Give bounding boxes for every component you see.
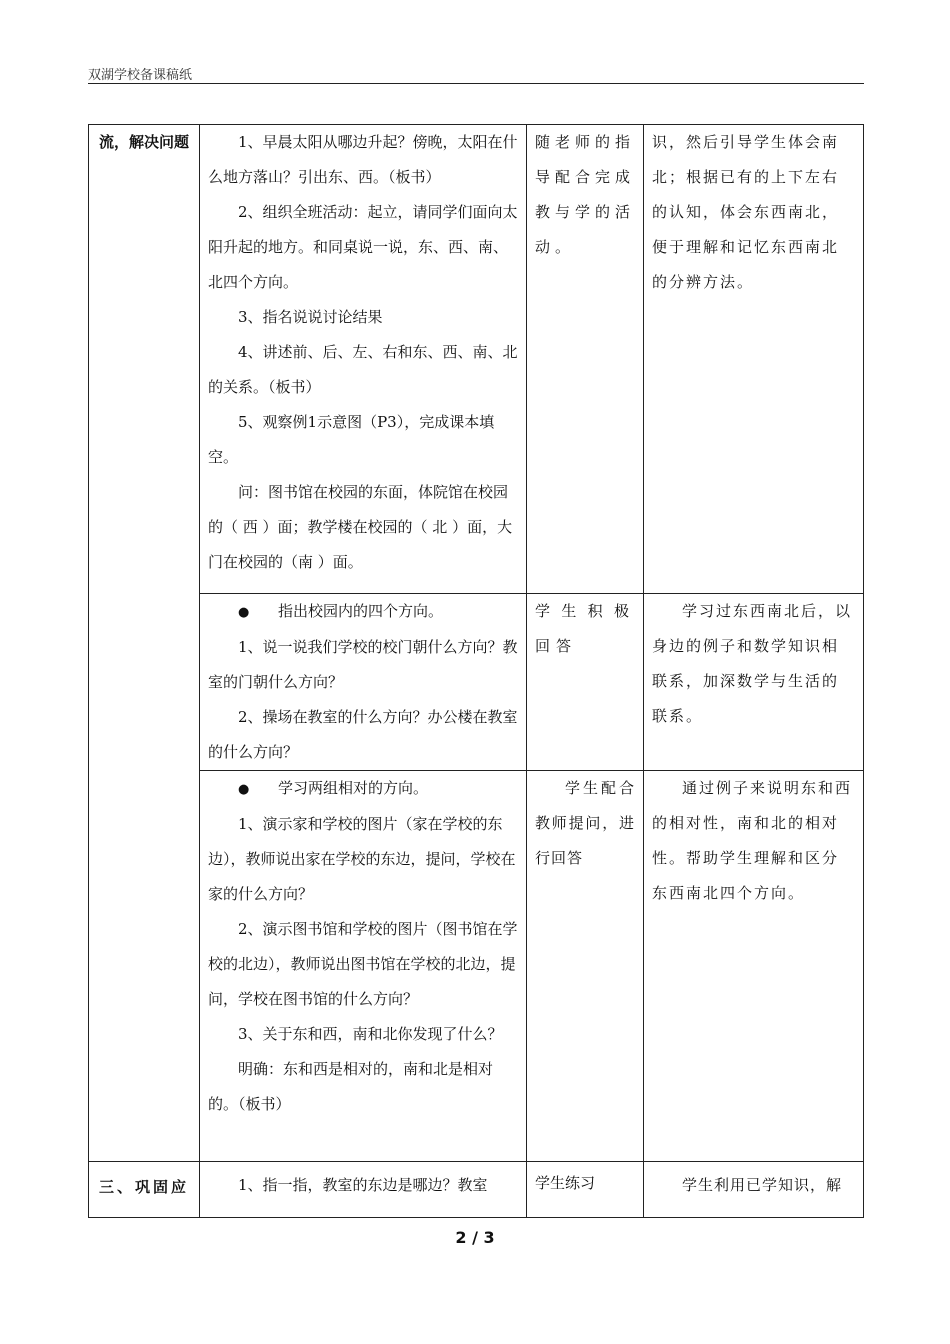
teaching-cell xyxy=(200,771,527,1162)
table-row xyxy=(89,1162,864,1218)
teaching-paragraph: 1、指一指，教室的东边是哪边？教室 xyxy=(238,1176,488,1194)
teaching-paragraph: 5、观察例1示意图（P3），完成课本填空。 xyxy=(208,413,495,466)
student-activity-cell: 学生练习 xyxy=(527,1162,644,1218)
student-activity-cell xyxy=(527,771,644,1162)
teaching-cell xyxy=(200,594,527,771)
design-intent-cell xyxy=(644,594,864,771)
teaching-paragraph: 2、组织全班活动：起立，请同学们面向太阳升起的地方。和同桌说一说，东、西、南、北四个方向。 xyxy=(208,203,518,291)
design-intent-text: 学习过东西南北后，以身边的例子和数学知识相联系，加深数学与生活的联系。 xyxy=(652,602,853,725)
teaching-paragraph: 1、演示家和学校的图片（家在学校的东边），教师说出家在学校的东边，提问，学校在家的什么方向？ xyxy=(208,815,516,903)
bullet-item xyxy=(208,594,518,630)
teaching-paragraph: 2、演示图书馆和学校的图片（图书馆在学校的北边），教师说出图书馆在学校的北边，提问，学校在图书馆的什么方向？ xyxy=(208,920,518,1008)
bullet-text: 指出校园内的四个方向。 xyxy=(278,602,444,620)
bullet-item xyxy=(208,771,518,807)
design-intent-cell xyxy=(644,771,864,1162)
filled-circle-bullet-icon: ● xyxy=(238,605,250,620)
design-intent-cell xyxy=(644,125,864,594)
header-rule xyxy=(88,83,864,84)
design-intent-text: 通过例子来说明东和西的相对性，南和北的相对性。帮助学生理解和区分东西南北四个方向。 xyxy=(652,779,853,902)
teaching-paragraph: 1、说一说我们学校的校门朝什么方向？教室的门朝什么方向？ xyxy=(208,638,518,691)
teaching-paragraph: 问：图书馆在校园的东面，体院馆在校园的（ 西 ）面；教学楼在校园的（ 北 ）面，大门在校园的（南 ）面。 xyxy=(208,483,513,571)
table-row xyxy=(89,594,864,771)
student-activity-text: 学生配合教师提问，进行回答 xyxy=(535,779,635,867)
teaching-paragraph: 4、讲述前、后、左、右和东、西、南、北的关系。（板书） xyxy=(208,343,518,396)
filled-circle-bullet-icon: ● xyxy=(238,782,250,797)
bullet-text: 学习两组相对的方向。 xyxy=(278,779,429,797)
teaching-cell xyxy=(200,1162,527,1218)
teaching-paragraph: 3、指名说说讨论结果 xyxy=(238,308,383,326)
teaching-paragraph: 明确：东和西是相对的，南和北是相对的。（板书） xyxy=(208,1060,494,1113)
table-row xyxy=(89,125,864,594)
design-intent-text: 学生利用已学知识，解 xyxy=(682,1176,843,1194)
design-intent-text: 识，然后引导学生体会南北；根据已有的上下左右的认知，体会东西南北，便于理解和记忆东西南北的分辨方法。 xyxy=(652,133,840,291)
document-header: 双湖学校备课稿纸 xyxy=(88,68,193,83)
design-intent-cell xyxy=(644,1162,864,1218)
teaching-paragraph: 2、操场在教室的什么方向？办公楼在教室的什么方向？ xyxy=(208,708,518,761)
student-activity-cell: 学生积极回答 xyxy=(527,594,644,771)
student-activity-cell: 随老师的指导配合完成教与学的活动。 xyxy=(527,125,644,594)
stage-cell: 三、巩固应 xyxy=(89,1162,200,1218)
teaching-paragraph: 3、关于东和西，南和北你发现了什么？ xyxy=(238,1025,503,1043)
stage-cell: 流，解决问题 xyxy=(89,125,200,1162)
page-number: 2 / 3 xyxy=(455,1228,495,1247)
table-row xyxy=(89,771,864,1162)
teaching-paragraph: 1、早晨太阳从哪边升起？傍晚，太阳在什么地方落山？引出东、西。（板书） xyxy=(208,133,518,186)
teaching-cell xyxy=(200,125,527,594)
lesson-plan-table xyxy=(88,124,864,1218)
